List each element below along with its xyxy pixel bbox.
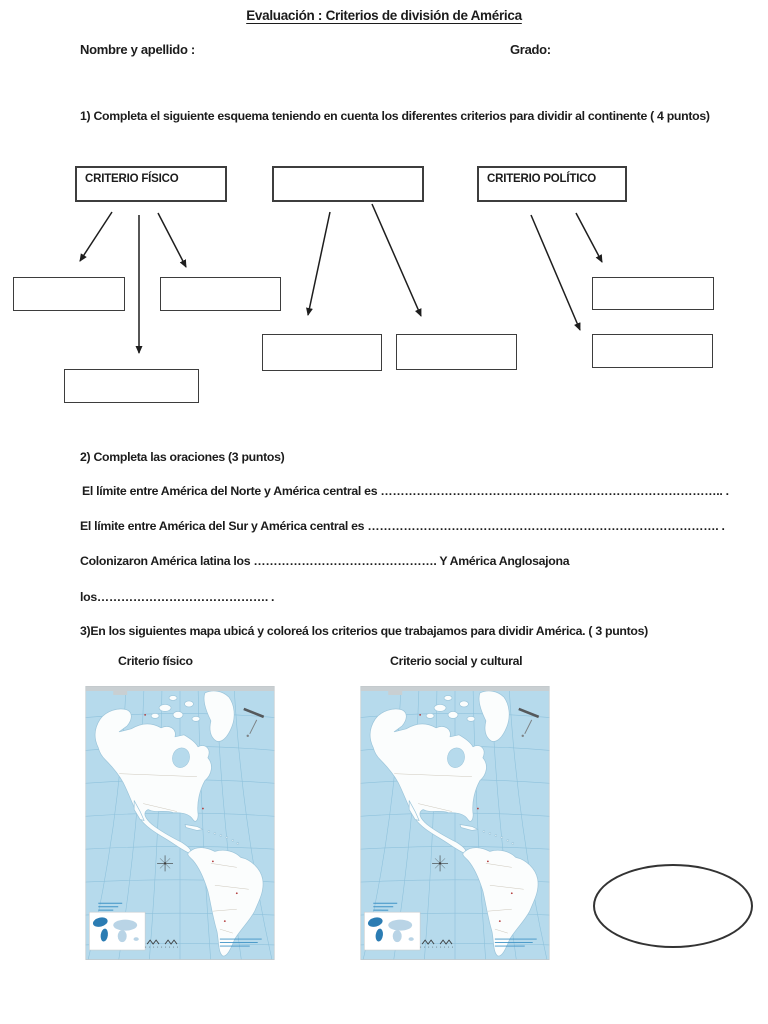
map-criterio-social-cultural <box>360 686 550 960</box>
diagram-blank-box-c <box>64 369 199 403</box>
page-title: Evaluación : Criterios de división de América <box>246 8 522 23</box>
left-map-caption: Criterio físico <box>118 654 193 668</box>
sentence-limite-norte: El límite entre América del Norte y América central es ………………………………………………………………………….. . <box>82 484 729 498</box>
question-2-text: 2) Completa las oraciones (3 puntos) <box>80 450 285 464</box>
right-map-caption: Criterio social y cultural <box>390 654 523 668</box>
diagram-box-middle-blank <box>272 166 424 202</box>
blank-ellipse-shape <box>593 864 753 948</box>
map-criterio-fisico <box>85 686 275 960</box>
sentence-colonizaron: Colonizaron América latina los ………………………………………. Y América Anglosajona <box>80 554 570 568</box>
question-1-text: 1) Completa el siguiente esquema teniendo en cuenta los diferentes criterios para dividir al continente ( 4 puntos) <box>80 109 710 123</box>
diagram-box-criterio-politico: CRITERIO POLÍTICO <box>477 166 627 202</box>
name-field-label: Nombre y apellido : <box>80 42 195 57</box>
diagram-blank-box-b <box>160 277 281 311</box>
diagram-blank-box-a <box>13 277 125 311</box>
diagram-blank-box-f <box>592 277 714 310</box>
sentence-los-blank: los……………………………………. . <box>80 590 275 604</box>
diagram-box-criterio-fisico: CRITERIO FÍSICO <box>75 166 227 202</box>
question-3-text: 3)En los siguientes mapa ubicá y coloreá los criterios que trabajamos para dividir América. ( 3 puntos) <box>80 624 648 638</box>
diagram-blank-box-g <box>592 334 713 368</box>
grade-field-label: Grado: <box>510 42 551 57</box>
diagram-blank-box-d <box>262 334 382 371</box>
criteria-diagram <box>0 160 768 410</box>
sentence-limite-sur: El límite entre América del Sur y América central es ……………………………………………………………………………. . <box>80 519 725 533</box>
diagram-blank-box-e <box>396 334 517 370</box>
